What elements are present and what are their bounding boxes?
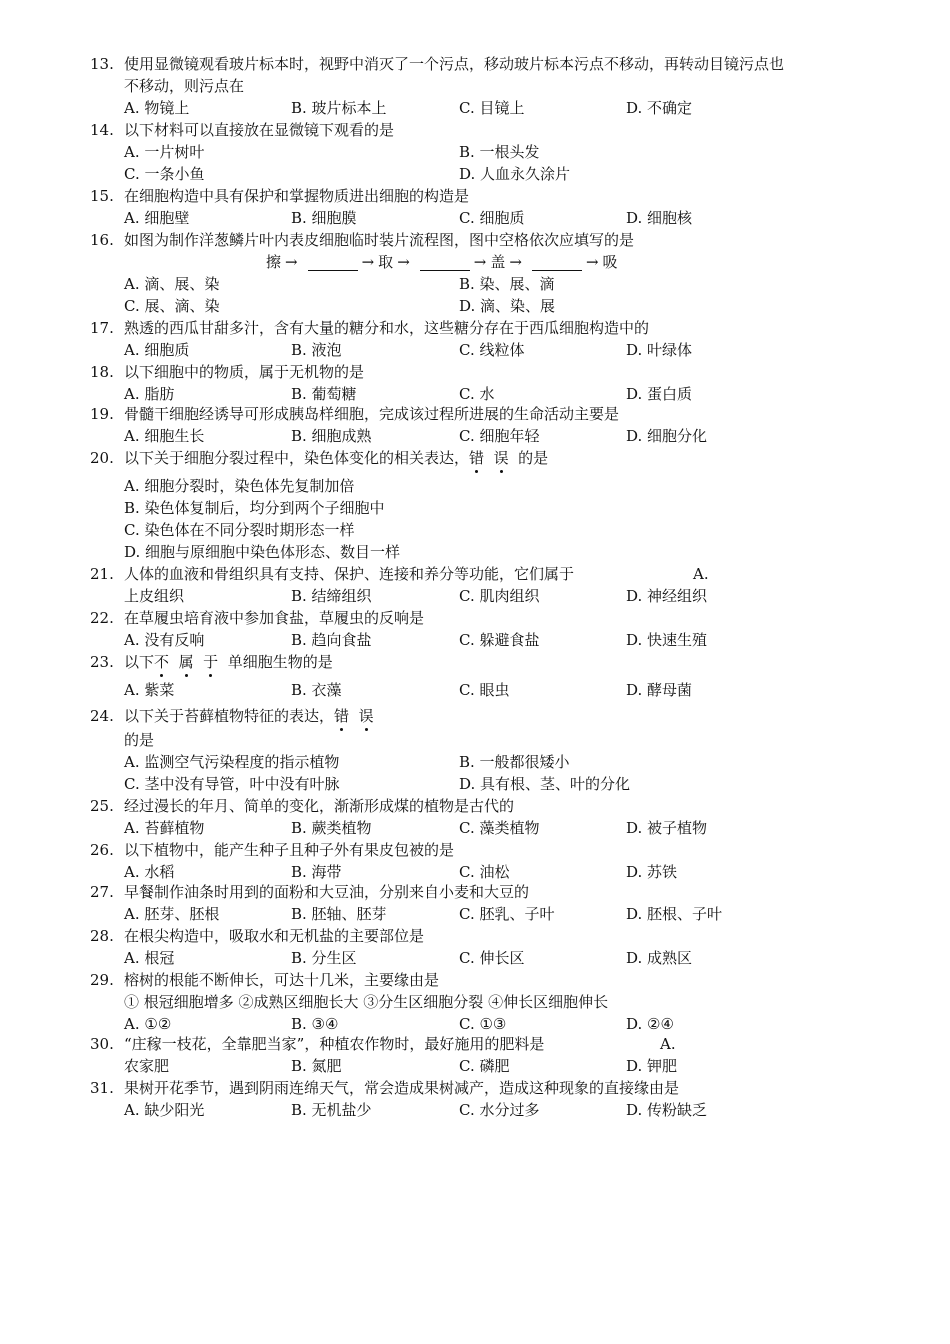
option-b: B. 细胞膜 bbox=[291, 209, 357, 227]
option-c: C. 细胞年轻 bbox=[459, 427, 540, 445]
option-a: A. 缺少阳光 bbox=[124, 1101, 205, 1119]
option-c: C. 水 bbox=[459, 385, 495, 403]
question-number: 29. bbox=[90, 971, 114, 989]
question-stem: 如图为制作洋葱鳞片叶内表皮细胞临时装片流程图，图中空格依次应填写的是 bbox=[124, 231, 635, 249]
question-number: 23. bbox=[90, 653, 114, 671]
emphasis-char: 不 bbox=[154, 653, 170, 671]
flow-arrow: → bbox=[397, 253, 410, 271]
option-c: C. 茎中没有导管，叶中没有叶脉 bbox=[124, 775, 340, 793]
option-c: C. 眼虫 bbox=[459, 681, 510, 699]
option-c: C. 磷肥 bbox=[459, 1057, 510, 1075]
question-number: 19. bbox=[90, 405, 114, 423]
option-d: D. 成熟区 bbox=[626, 949, 693, 967]
option-a-label: A. bbox=[693, 565, 709, 583]
option-a: A. 苔藓植物 bbox=[124, 819, 205, 837]
option-d: D. 细胞与原细胞中染色体形态、数目一样 bbox=[124, 543, 401, 561]
question-number: 16. bbox=[90, 231, 114, 249]
option-c: C. 目镜上 bbox=[459, 99, 525, 117]
option-c: C. 细胞质 bbox=[459, 209, 525, 227]
option-d: D. 神经组织 bbox=[626, 587, 708, 605]
option-d: D. 人血永久涂片 bbox=[459, 165, 571, 183]
option-a: A. 根冠 bbox=[124, 949, 175, 967]
option-c: C. 伸长区 bbox=[459, 949, 525, 967]
emphasis-char: 误 bbox=[358, 707, 374, 725]
question-statements: ① 根冠细胞增多 ②成熟区细胞长大 ③分生区细胞分裂 ④伸长区细胞伸长 bbox=[124, 993, 609, 1011]
option-b: B. 细胞成熟 bbox=[291, 427, 372, 445]
question-stem bbox=[124, 448, 548, 468]
stem-part: 的是 bbox=[518, 449, 549, 467]
question-number: 27. bbox=[90, 883, 114, 901]
question-number: 26. bbox=[90, 841, 114, 859]
flow-arrow: → bbox=[361, 253, 375, 271]
emphasis-char: 错 bbox=[469, 449, 485, 467]
flow-step: 擦 bbox=[266, 253, 282, 271]
option-d: D. 不确定 bbox=[626, 99, 693, 117]
option-b: B. 分生区 bbox=[291, 949, 357, 967]
question-number: 25. bbox=[90, 797, 114, 815]
flow-blank bbox=[532, 256, 582, 271]
option-a: A. 脂肪 bbox=[124, 385, 175, 403]
option-c: C. 线粒体 bbox=[459, 341, 525, 359]
option-d: D. 滴、染、展 bbox=[459, 297, 556, 315]
option-d: D. 具有根、茎、叶的分化 bbox=[459, 775, 631, 793]
option-a: A. 一片树叶 bbox=[124, 143, 205, 161]
option-d: D. 细胞分化 bbox=[626, 427, 708, 445]
option-b: B. 衣藻 bbox=[291, 681, 342, 699]
option-a-label: A. bbox=[660, 1035, 676, 1053]
option-a: A. 滴、展、染 bbox=[124, 275, 220, 293]
question-stem bbox=[124, 706, 374, 726]
option-a: 上皮组织 bbox=[124, 587, 185, 605]
option-a: A. 细胞生长 bbox=[124, 427, 205, 445]
question-stem-cont: 的是 bbox=[124, 731, 155, 749]
question-stem: 以下细胞中的物质，属于无机物的是 bbox=[124, 363, 365, 381]
question-stem: 在根尖构造中，吸取水和无机盐的主要部位是 bbox=[124, 927, 425, 945]
flow-arrow: → bbox=[473, 253, 487, 271]
question-stem: 使用显微镜观看玻片标本时，视野中消灭了一个污点，移动玻片标本污点不移动，再转动目镜污点也 bbox=[124, 55, 785, 73]
flow-step: 吸 bbox=[602, 253, 618, 271]
option-b: B. ③④ bbox=[291, 1015, 339, 1033]
option-c: C. 肌肉组织 bbox=[459, 587, 540, 605]
question-number: 17. bbox=[90, 319, 114, 337]
option-b: B. 液泡 bbox=[291, 341, 342, 359]
question-number: 28. bbox=[90, 927, 114, 945]
option-a: A. 细胞质 bbox=[124, 341, 190, 359]
question-stem: “庄稼一枝花，全靠肥当家”，种植农作物时，最好施用的肥料是 bbox=[124, 1035, 545, 1053]
option-d: D. ②④ bbox=[626, 1015, 674, 1033]
option-a: A. 没有反响 bbox=[124, 631, 205, 649]
question-stem: 人体的血液和骨组织具有支持、保护、连接和养分等功能，它们属于 bbox=[124, 565, 575, 583]
question-stem: 骨髓干细胞经诱导可形成胰岛样细胞，完成该过程所进展的生命活动主要是 bbox=[124, 405, 620, 423]
flow-blank bbox=[308, 256, 358, 271]
flow-step: 取 bbox=[378, 253, 394, 271]
option-b: B. 一般都很矮小 bbox=[459, 753, 570, 771]
question-number: 15. bbox=[90, 187, 114, 205]
option-c: C. 藻类植物 bbox=[459, 819, 540, 837]
question-number: 20. bbox=[90, 449, 114, 467]
question-stem: 果树开花季节，遇到阴雨连绵天气，常会造成果树减产，造成这种现象的直接缘由是 bbox=[124, 1079, 680, 1097]
option-a: A. 胚芽、胚根 bbox=[124, 905, 220, 923]
flow-arrow: → bbox=[585, 253, 599, 271]
option-c: C. ①③ bbox=[459, 1015, 507, 1033]
option-b: B. 葡萄糖 bbox=[291, 385, 357, 403]
option-d: D. 被子植物 bbox=[626, 819, 708, 837]
option-c: C. 一条小鱼 bbox=[124, 165, 205, 183]
option-d: D. 苏铁 bbox=[626, 863, 678, 881]
stem-part: 以下 bbox=[124, 653, 155, 671]
question-number: 30. bbox=[90, 1035, 114, 1053]
question-stem bbox=[124, 652, 333, 672]
option-b: B. 染色体复制后，均分到两个子细胞中 bbox=[124, 499, 385, 517]
stem-part: 以下关于苔藓植物特征的表达， bbox=[124, 707, 335, 725]
option-b: B. 玻片标本上 bbox=[291, 99, 387, 117]
flow-arrow: → bbox=[285, 253, 298, 271]
option-a: A. 水稻 bbox=[124, 863, 175, 881]
option-d: D. 叶绿体 bbox=[626, 341, 693, 359]
option-b: B. 结缔组织 bbox=[291, 587, 372, 605]
option-c: C. 油松 bbox=[459, 863, 510, 881]
question-stem: 在细胞构造中具有保护和掌握物质进出细胞的构造是 bbox=[124, 187, 470, 205]
question-number: 31. bbox=[90, 1079, 114, 1097]
option-b: B. 氮肥 bbox=[291, 1057, 342, 1075]
flow-blank bbox=[420, 256, 470, 271]
option-d: D. 细胞核 bbox=[626, 209, 693, 227]
question-number: 13. bbox=[90, 55, 114, 73]
question-stem: 榕树的根能不断伸长，可达十几米，主要缘由是 bbox=[124, 971, 440, 989]
option-b: B. 蕨类植物 bbox=[291, 819, 372, 837]
option-d: D. 传粉缺乏 bbox=[626, 1101, 708, 1119]
question-number: 24. bbox=[90, 707, 114, 725]
question-stem-cont: 不移动，则污点在 bbox=[124, 77, 245, 95]
option-d: D. 胚根、子叶 bbox=[626, 905, 723, 923]
question-stem: 在草履虫培育液中参加食盐，草履虫的反响是 bbox=[124, 609, 425, 627]
emphasis-char: 错 bbox=[334, 707, 350, 725]
question-number: 14. bbox=[90, 121, 114, 139]
option-a: A. 紫菜 bbox=[124, 681, 175, 699]
option-b: B. 胚轴、胚芽 bbox=[291, 905, 387, 923]
option-a: A. 细胞分裂时，染色体先复制加倍 bbox=[124, 477, 355, 495]
option-b: B. 染、展、滴 bbox=[459, 275, 555, 293]
option-d: D. 酵母菌 bbox=[626, 681, 693, 699]
option-a: A. 物镜上 bbox=[124, 99, 190, 117]
option-d: D. 钾肥 bbox=[626, 1057, 678, 1075]
emphasis-char: 属 bbox=[178, 653, 194, 671]
emphasis-char: 误 bbox=[493, 449, 509, 467]
emphasis-char: 于 bbox=[203, 653, 219, 671]
option-d: D. 快速生殖 bbox=[626, 631, 708, 649]
question-stem: 以下植物中，能产生种子且种子外有果皮包被的是 bbox=[124, 841, 455, 859]
question-stem: 熟透的西瓜甘甜多汁，含有大量的糖分和水，这些糖分存在于西瓜细胞构造中的 bbox=[124, 319, 650, 337]
question-stem: 以下材料可以直接放在显微镜下观看的是 bbox=[124, 121, 395, 139]
question-number: 21. bbox=[90, 565, 114, 583]
question-stem: 经过漫长的年月、简单的变化，渐渐形成煤的植物是古代的 bbox=[124, 797, 515, 815]
option-b: B. 海带 bbox=[291, 863, 342, 881]
flow-arrow: → bbox=[509, 253, 522, 271]
option-b: B. 一根头发 bbox=[459, 143, 540, 161]
stem-part: 以下关于细胞分裂过程中，染色体变化的相关表达， bbox=[124, 449, 470, 467]
stem-part: 单细胞生物的是 bbox=[227, 653, 333, 671]
flow-step: 盖 bbox=[490, 253, 506, 271]
option-c: C. 水分过多 bbox=[459, 1101, 540, 1119]
option-a: A. 监测空气污染程度的指示植物 bbox=[124, 753, 340, 771]
question-stem: 早餐制作油条时用到的面粉和大豆油，分别来自小麦和大豆的 bbox=[124, 883, 530, 901]
question-number: 18. bbox=[90, 363, 114, 381]
option-c: C. 染色体在不同分裂时期形态一样 bbox=[124, 521, 355, 539]
option-a: A. 细胞壁 bbox=[124, 209, 190, 227]
option-d: D. 蛋白质 bbox=[626, 385, 693, 403]
question-number: 22. bbox=[90, 609, 114, 627]
option-b: B. 无机盐少 bbox=[291, 1101, 372, 1119]
option-a: 农家肥 bbox=[124, 1057, 170, 1075]
option-a: A. ①② bbox=[124, 1015, 172, 1033]
option-c: C. 胚乳、子叶 bbox=[459, 905, 555, 923]
option-b: B. 趋向食盐 bbox=[291, 631, 372, 649]
option-c: C. 展、滴、染 bbox=[124, 297, 220, 315]
option-c: C. 躲避食盐 bbox=[459, 631, 540, 649]
